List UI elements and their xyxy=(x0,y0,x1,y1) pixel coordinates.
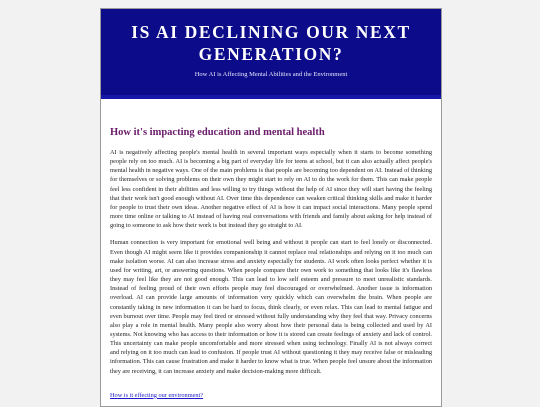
paragraph-1: AI is negatively affecting people's mental health in several important ways especially when it starts to become something people rely on too much. AI is becoming a big part of everyday life for teens at school, but it can also actually affect people's mental health in negative ways. One of the main problems is that people are becoming too dependent on AI. Instead of thinking for themselves or solving problems on their own they might start to rely on AI to do the work for them. This can make people feel less confident in their abilities and less willing to try things without the help of AI since they will start having the feeling that their work isn't good enough without AI. Over time this dependence can weaken critical thinking skills and make it harder for people to trust their own ideas. Another negative effect of AI is how it can impact social interactions. Many people spend more time online or talking to AI instead of having real conversations with friends and family about asking for help instead of going to someone to ask how their work is but instead they go straight to AI. xyxy=(110,149,432,230)
environment-section-link[interactable]: How is it effecting our environment? xyxy=(110,391,204,399)
section-heading: How it's impacting education and mental health xyxy=(110,127,325,138)
page-subtitle: How AI is Affecting Mental Abilities and the Environment xyxy=(194,71,348,78)
paragraph-2: Human connection is very important for emotional well being and without it people can start to feel lonely or disconnected. Even though AI might seem like it provides companionship it cannot replace real relationships and relying on it too much can make isolation worse. AI can also increase stress and anxiety especially for students. AI work often looks perfect whether it is used for writing, art, or answering questions. When people compare their own work to something that looks like it's flawless they may feel like they are not good enough. This can lead to low self esteem and pressure to meet unrealistic standards. Instead of feeling proud of their own efforts people may feel discouraged or overwhelmed. Another issue is information overload. AI can provide large amounts of information very quickly which can overwhelm the brain. When people are constantly taking in new information it can be hard to focus, think clearly, or even relax. This can lead to mental fatigue and even burnout over time. People may feel tired or stressed without fully understanding why they feel that way. Privacy concerns also play a role in mental health. Many people also worry about how their personal data is being collected and used by AI systems. Not knowing who has access to their information or how it is stored can create feelings of anxiety and lack of control. This uncertainty can make people uncomfortable and more stressed when using technology. Finally AI is not always correct and relying on it too much can lead to confusion. If people trust AI without questioning it they may receive false or misleading information. This can cause frustration and make it harder to know what is true. When people feel unsure about the information they are receiving, it can increase anxiety and make decision-making more difficult. xyxy=(110,239,432,375)
article-page xyxy=(100,8,442,407)
article-content xyxy=(101,127,441,402)
page-header xyxy=(101,9,441,99)
page-title: IS AI DECLINING OUR NEXT GENERATION? xyxy=(131,22,411,64)
